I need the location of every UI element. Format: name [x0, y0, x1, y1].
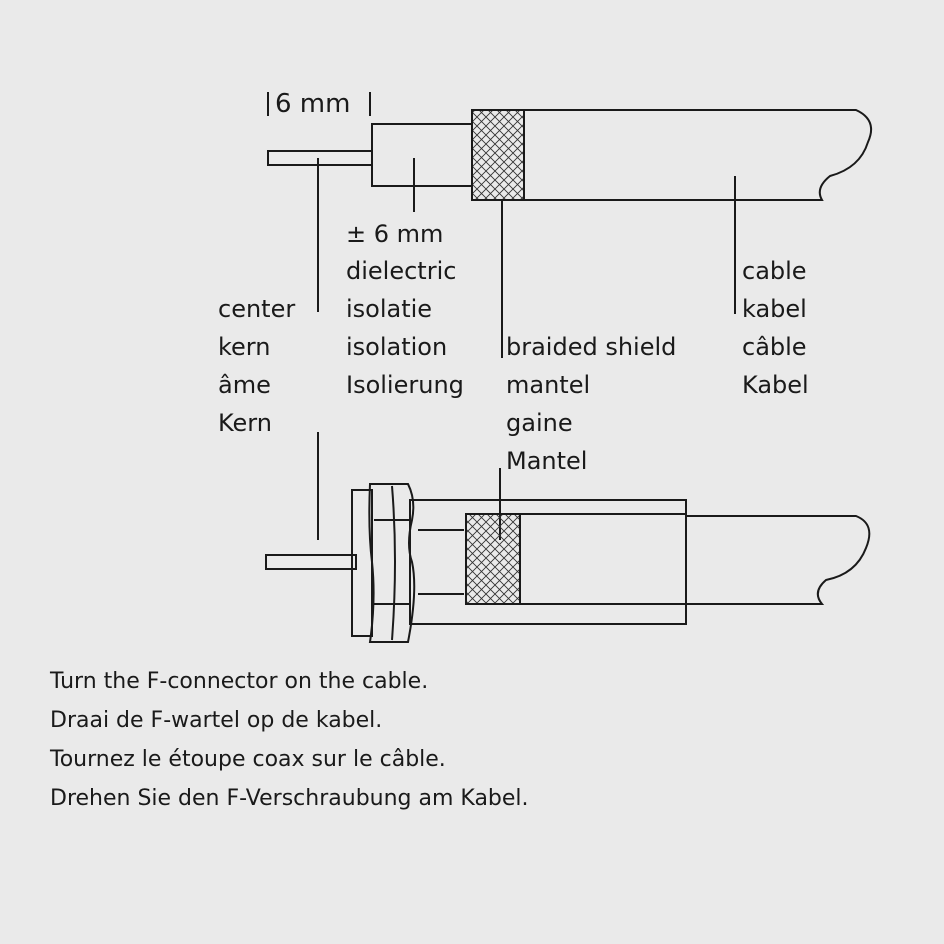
- instruction-fr: Tournez le étoupe coax sur le câble.: [50, 747, 446, 772]
- label-dielectric-en: dielectric: [346, 257, 457, 285]
- instruction-en: Turn the F-connector on the cable.: [50, 669, 429, 694]
- label-braided-shield-fr: gaine: [506, 409, 573, 437]
- bottom-center-pin: [266, 555, 356, 569]
- label-braided-shield-en: braided shield: [506, 333, 677, 361]
- top-braided-shield: [472, 110, 524, 200]
- label-braided-shield-de: Mantel: [506, 447, 588, 475]
- bottom-braided-shield: [466, 514, 520, 604]
- label-cable-fr: câble: [742, 333, 807, 361]
- connector-sleeve: [410, 500, 686, 624]
- label-center-fr: âme: [218, 371, 271, 399]
- top-center-conductor: [268, 151, 372, 165]
- label-center-group: [218, 290, 295, 442]
- label-dielectric-nl: isolatie: [346, 295, 433, 323]
- top-outer-jacket: [524, 110, 871, 200]
- dimension-label-dielectric: ± 6 mm: [346, 220, 444, 248]
- hex-nut-face: [392, 486, 395, 640]
- connector-hex-nut: [369, 484, 414, 642]
- instructions: [50, 662, 529, 818]
- label-cable-nl: kabel: [742, 295, 807, 323]
- label-braided-shield-group: [506, 328, 676, 480]
- label-cable-de: Kabel: [742, 371, 809, 399]
- label-center-nl: kern: [218, 333, 271, 361]
- instruction-nl: Draai de F-wartel op de kabel.: [50, 708, 383, 733]
- label-braided-shield-nl: mantel: [506, 371, 591, 399]
- top-dielectric: [372, 124, 472, 186]
- label-cable-group: [742, 252, 809, 404]
- label-cable-en: cable: [742, 257, 807, 285]
- label-dielectric-fr: isolation: [346, 333, 448, 361]
- bottom-outer-jacket: [686, 516, 869, 604]
- label-center-de: Kern: [218, 409, 272, 437]
- instruction-de: Drehen Sie den F-Verschraubung am Kabel.: [50, 786, 529, 811]
- label-center-en: center: [218, 295, 296, 323]
- label-dielectric-group: [346, 252, 464, 404]
- dimension-label-top: 6 mm: [275, 89, 351, 119]
- label-dielectric-de: Isolierung: [346, 371, 464, 399]
